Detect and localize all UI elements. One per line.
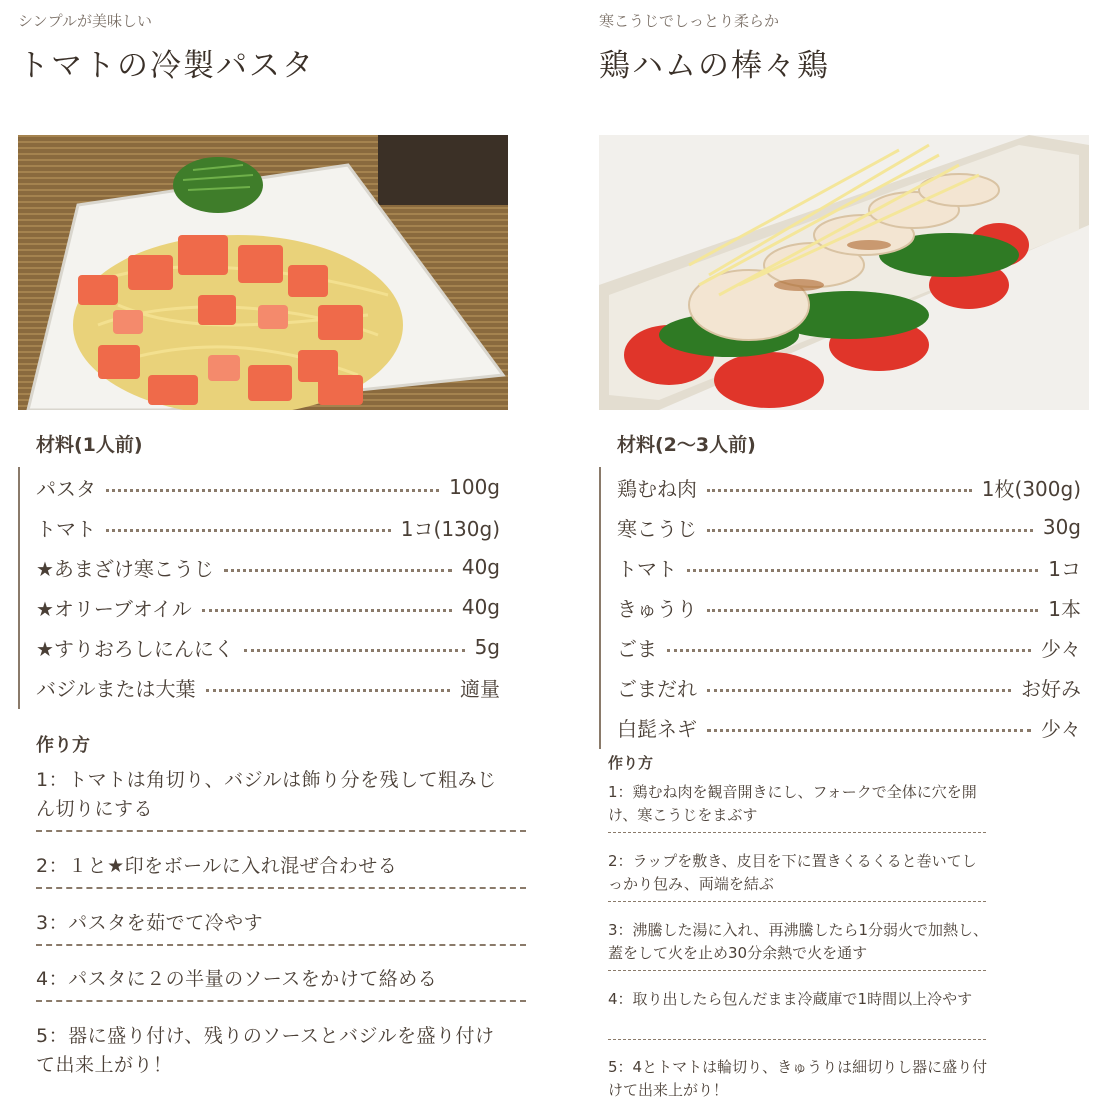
step-divider <box>608 1039 986 1040</box>
step-item: 1：鶏むね肉を観音開きにし、フォークで全体に穴を開け、寒こうじをまぶす <box>608 783 977 824</box>
step-item: 4：パスタに２の半量のソースをかけて絡める <box>36 968 438 990</box>
recipe-photo <box>599 135 1089 410</box>
ingredient-row <box>36 467 500 507</box>
ingredient-amount: お好み <box>1021 676 1081 701</box>
step-item: 4：取り出したら包んだまま冷蔵庫で1時間以上冷やす <box>608 990 973 1008</box>
ingredient-amount: 40g <box>461 555 500 579</box>
ingredient-amount: 5g <box>474 635 500 659</box>
ingredients-list <box>18 467 500 709</box>
ingredient-row <box>617 507 1081 547</box>
ingredient-name: トマト <box>36 516 96 541</box>
ingredient-name: トマト <box>617 556 677 581</box>
ingredients-heading: 材料(2〜3人前) <box>617 434 756 456</box>
ingredient-row <box>36 627 500 667</box>
recipe-title: トマトの冷製パスタ <box>18 48 315 84</box>
ingredient-name: 寒こうじ <box>617 516 697 541</box>
ingredient-amount: 1本 <box>1048 596 1081 621</box>
step-divider <box>608 970 986 971</box>
ingredient-name: ★あまざけ寒こうじ <box>36 556 214 581</box>
ingredient-amount: 適量 <box>460 676 500 701</box>
ingredient-name: ごま <box>617 636 657 661</box>
ingredient-amount: 1コ(130g) <box>400 516 500 541</box>
step-item: 5：4とトマトは輪切り、きゅうりは細切りし器に盛り付けて出来上がり！ <box>608 1058 988 1099</box>
recipe-photo <box>18 135 508 410</box>
dot-leader <box>202 609 452 612</box>
step-divider <box>36 1000 526 1002</box>
dot-leader <box>106 529 391 532</box>
step-item: 2：ラップを敷き、皮目を下に置きくるくると巻いてしっかり包み、両端を結ぶ <box>608 852 977 893</box>
ingredient-name: 白髭ネギ <box>617 716 697 741</box>
dot-leader <box>707 689 1011 692</box>
ingredient-row <box>36 507 500 547</box>
ingredient-amount: 100g <box>449 475 500 499</box>
ingredient-row <box>617 467 1081 507</box>
ingredient-name: パスタ <box>36 476 96 501</box>
ingredient-amount: 少々 <box>1041 716 1081 741</box>
ingredients-heading: 材料(1人前) <box>36 434 143 456</box>
step-item: 1：トマトは角切り、バジルは飾り分を残して粗みじん切りにする <box>36 769 497 820</box>
step-divider <box>36 944 526 946</box>
dot-leader <box>206 689 451 692</box>
ingredient-amount: 1コ <box>1048 556 1081 581</box>
step-item: 5：器に盛り付け、残りのソースとバジルを盛り付けて出来上がり！ <box>36 1025 495 1076</box>
dot-leader <box>244 649 465 652</box>
ingredient-row <box>617 667 1081 707</box>
ingredient-amount: 少々 <box>1041 636 1081 661</box>
step-divider <box>608 901 986 902</box>
dot-leader <box>106 489 439 492</box>
ingredient-name: 鶏むね肉 <box>617 476 697 501</box>
step-item: 3：沸騰した湯に入れ、再沸騰したら1分弱火で加熱し、蓋をして火を止め30分余熱で火を通す <box>608 921 988 962</box>
step-item: 2：１と★印をボールに入れ混ぜ合わせる <box>36 855 398 877</box>
ingredient-row <box>36 667 500 707</box>
ingredient-row <box>36 587 500 627</box>
ingredient-name: ★すりおろしにんにく <box>36 636 234 661</box>
ingredient-name: きゅうり <box>617 596 697 621</box>
step-divider <box>36 830 526 832</box>
ingredient-row <box>617 707 1081 747</box>
ingredient-name: ごまだれ <box>617 676 697 701</box>
dot-leader <box>707 489 972 492</box>
recipe-subtitle: 寒こうじでしっとり柔らか <box>599 12 780 30</box>
steps-heading: 作り方 <box>36 735 90 756</box>
recipe-title: 鶏ハムの棒々鶏 <box>599 48 830 84</box>
ingredient-row <box>617 627 1081 667</box>
dot-leader <box>667 649 1031 652</box>
dot-leader <box>224 569 452 572</box>
steps-heading: 作り方 <box>608 754 654 772</box>
dot-leader <box>687 569 1038 572</box>
step-divider <box>36 887 526 889</box>
dot-leader <box>707 729 1031 732</box>
step-item: 3：パスタを茹でて冷やす <box>36 912 264 934</box>
ingredient-row <box>36 547 500 587</box>
ingredient-amount: 30g <box>1042 515 1081 539</box>
dot-leader <box>707 609 1038 612</box>
ingredient-row <box>617 587 1081 627</box>
ingredient-amount: 40g <box>461 595 500 619</box>
dot-leader <box>707 529 1033 532</box>
ingredients-list <box>599 467 1081 749</box>
ingredient-name: ★オリーブオイル <box>36 596 192 621</box>
ingredient-row <box>617 547 1081 587</box>
ingredient-amount: 1枚(300g) <box>981 476 1081 501</box>
step-divider <box>608 832 986 833</box>
ingredient-name: バジルまたは大葉 <box>36 676 196 701</box>
recipe-subtitle: シンプルが美味しい <box>18 12 153 30</box>
